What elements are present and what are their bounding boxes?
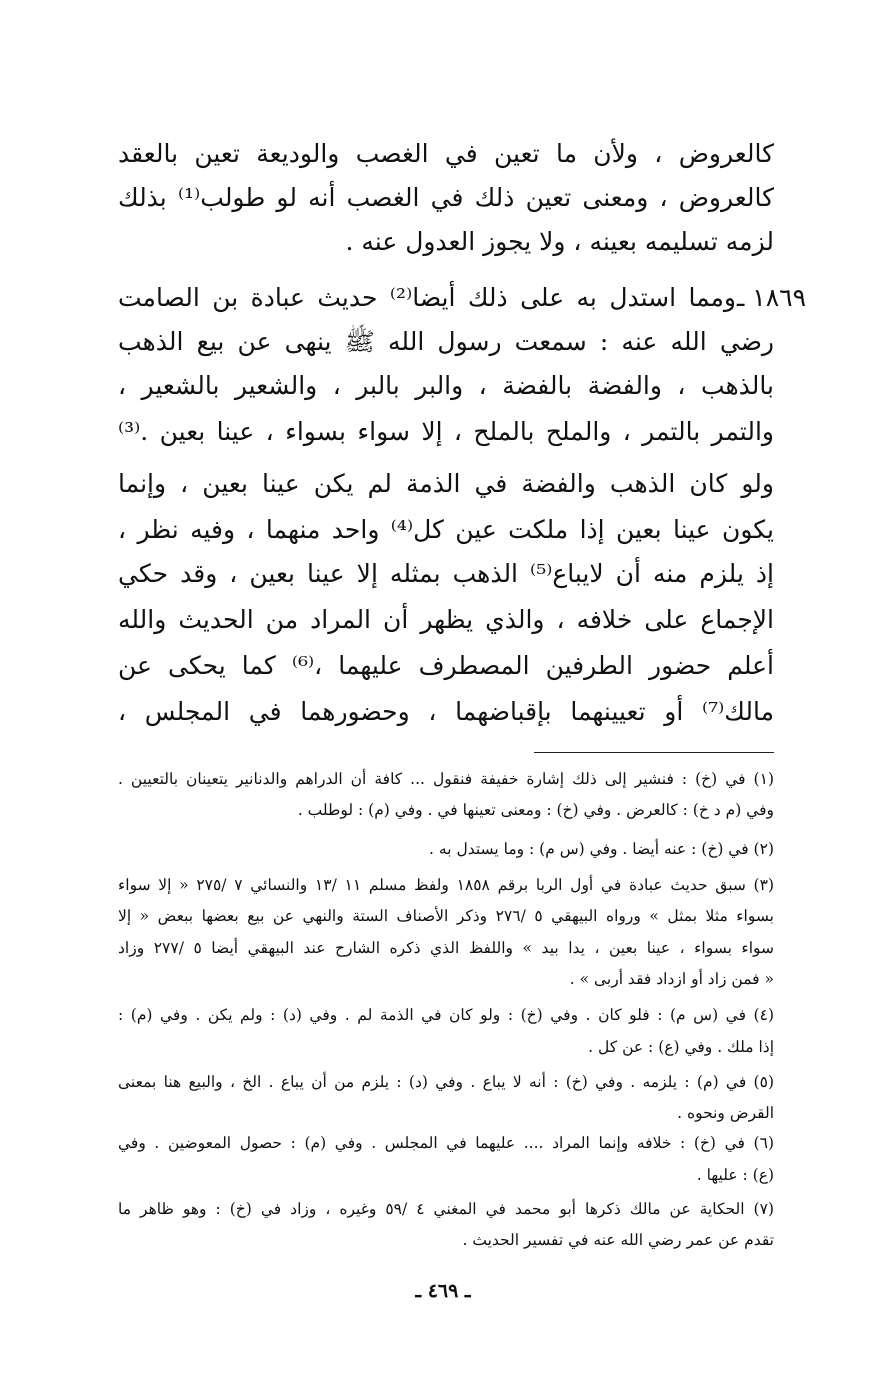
footnote-line-8: (٤) في (س م) : فلو كان . وفي (خ) : ولو كان في الذمة لم . وفي (د) : ولم يكن . وفي (م) : — [118, 1006, 774, 1024]
main-text-line-7: والتمر بالتمر ، والملح بالملح ، إلا سواء بسواء ، عينا بعين .⁽³⁾ — [118, 417, 774, 446]
footnote-line-1: (١) في (خ) : فنشير إلى ذلك إشارة خفيفة فنقول ... كافة أن الدراهم والدنانير يتعينان بالتعيين . — [118, 770, 774, 788]
main-text-line-3: لزمه تسليمه بعينه ، ولا يجوز العدول عنه . — [345, 227, 774, 256]
footnote-line-15: تقدم عن عمر رضي الله عنه في تفسير الحديث . — [462, 1231, 774, 1249]
footnote-line-2: وفي (م د خ) : كالعرض . وفي (خ) : ومعنى تعينها في . وفي (م) : لوطلب . — [297, 801, 774, 819]
main-text-line-10: إذ يلزم منه أن لايباع⁽⁵⁾ الذهب بمثله إلا عينا بعين ، وقد حكي — [118, 559, 774, 588]
footnote-line-14: (٧) الحكاية عن مالك ذكرها أبو محمد في المغني ٤ /٥٩ وغيره ، وزاد في (خ) : وهو ظاهر ما — [118, 1200, 774, 1218]
page-number: ـ ٤٦٩ ـ — [415, 1280, 471, 1302]
footnote-line-10: (٥) في (م) : يلزمه . وفي (خ) : أنه لا يباع . وفي (د) : يلزم من أن يباع . الخ ، والبيع هنا بمعنى — [118, 1073, 774, 1091]
main-text-line-12: أعلم حضور الطرفين المصطرف عليهما ،⁽⁶⁾ كما يحكى عن — [118, 651, 774, 680]
main-text-line-11: الإجماع على خلافه ، والذي يظهر أن المراد من الحديث والله — [118, 605, 774, 634]
footnote-line-12: (٦) في (خ) : خلافه وإنما المراد .... عليهما في المجلس . وفي (م) : حصول المعوضين . وفي — [118, 1134, 774, 1152]
footnote-separator — [534, 752, 774, 753]
main-text-line-2: كالعروض ، ومعنى تعين ذلك في الغصب أنه لو طولب⁽¹⁾ بذلك — [118, 183, 774, 212]
footnote-line-13: (ع) : عليها . — [696, 1166, 774, 1184]
footnote-line-5: بسواء مثلا بمثل » ورواه البيهقي ٥ /٢٧٦ وذكر الأصناف الستة والنهي عن بيع بعضها ببعض « إلا — [118, 907, 774, 925]
main-text-line-1: كالعروض ، ولأن ما تعين في الغصب والوديعة تعين بالعقد — [118, 139, 774, 168]
footnote-line-7: « فمن زاد أو ازداد فقد أربى » . — [569, 970, 774, 988]
main-text-line-5: رضي الله عنه : سمعت رسول الله ﷺ ينهى عن بيع الذهب — [118, 327, 774, 356]
footnote-line-3: (٢) في (خ) : عنه أيضا . وفي (س م) : وما يستدل به . — [429, 840, 774, 858]
footnote-line-4: (٣) سبق حديث عبادة في أول الربا برقم ١٨٥٨ ولفظ مسلم ١١ /١٣ والنسائي ٧ /٢٧٥ « إلا سواء — [118, 876, 774, 894]
main-text-line-8: ولو كان الذهب والفضة في الذمة لم يكن عينا بعين ، وإنما — [118, 469, 774, 498]
main-text-line-4: ومما استدل به على ذلك أيضا⁽²⁾ حديث عبادة بن الصامت — [118, 283, 736, 312]
main-text-line-9: يكون عينا بعين إذا ملكت عين كل⁽⁴⁾ واحد منهما ، وفيه نظر ، — [118, 515, 774, 544]
footnote-line-9: إذا ملك . وفي (ع) : عن كل . — [588, 1038, 774, 1056]
main-text-line-6: بالذهب ، والفضة بالفضة ، والبر بالبر ، والشعير بالشعير ، — [118, 371, 774, 400]
footnote-line-6: سواء بسواء ، عينا بعين ، يدا بيد » واللفظ الذي ذكره الشارح عند البيهقي أيضا ٥ /٢٧٧ وزاد — [118, 939, 774, 957]
main-text-line-13: مالك⁽⁷⁾ أو تعيينهما بإقباضهما ، وحضورهما في المجلس ، — [118, 697, 774, 726]
footnote-line-11: القرض ونحوه . — [677, 1104, 774, 1122]
hadith-number: ١٨٦٩ ـ — [737, 283, 806, 312]
